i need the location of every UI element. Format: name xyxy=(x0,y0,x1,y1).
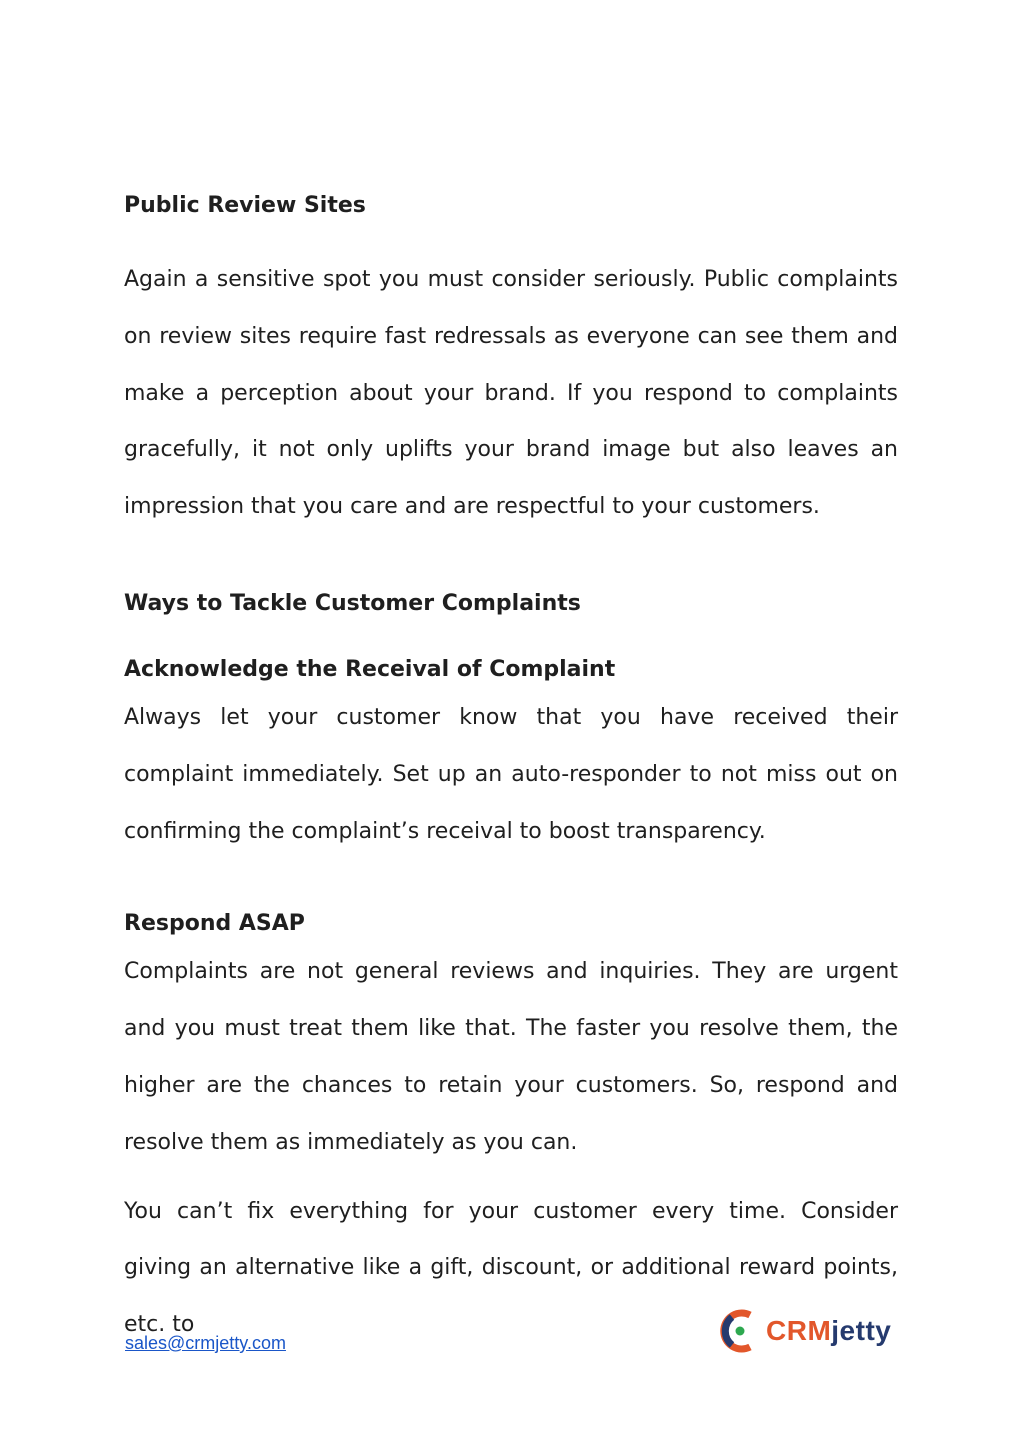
heading-ways-to-tackle: Ways to Tackle Customer Complaints xyxy=(124,590,581,616)
document-content xyxy=(124,190,898,1354)
logo-text-crm: CRM xyxy=(766,1315,832,1346)
heading-public-review-sites: Public Review Sites xyxy=(124,193,366,218)
paragraph-respond-asap: Complaints are not general reviews and inquiries. They are urgent and you must treat them like that. The faster you resolve them, the higher are the chances to retain your customers. So, respond and resolve them as immediately as you can. xyxy=(124,959,898,1155)
email-link[interactable]: sales@crmjetty.com xyxy=(125,1333,286,1353)
paragraph-public-review-sites: Again a sensitive spot you must consider seriously. Public complaints on review sites require fast redressals as everyone can see them and make a perception about your brand. If you respond to complaints gracefully, it not only uplifts your brand image but also leaves an impression that you care and are respectful to your customers. xyxy=(124,267,898,520)
paragraph-alternative: You can’t fix everything for your customer every time. Consider giving an alternative like a gift, discount, or additional reward points, etc. to xyxy=(124,1198,898,1338)
logo-text-jetty: jetty xyxy=(831,1315,892,1346)
heading-acknowledge: Acknowledge the Receival of Complaint xyxy=(124,656,616,682)
heading-respond-asap: Respond ASAP xyxy=(124,911,305,937)
paragraph-acknowledge: Always let your customer know that you have received their complaint immediately. Set up an auto-responder to not miss out on confirming the complaint’s receival to boost transparency. xyxy=(124,704,898,844)
